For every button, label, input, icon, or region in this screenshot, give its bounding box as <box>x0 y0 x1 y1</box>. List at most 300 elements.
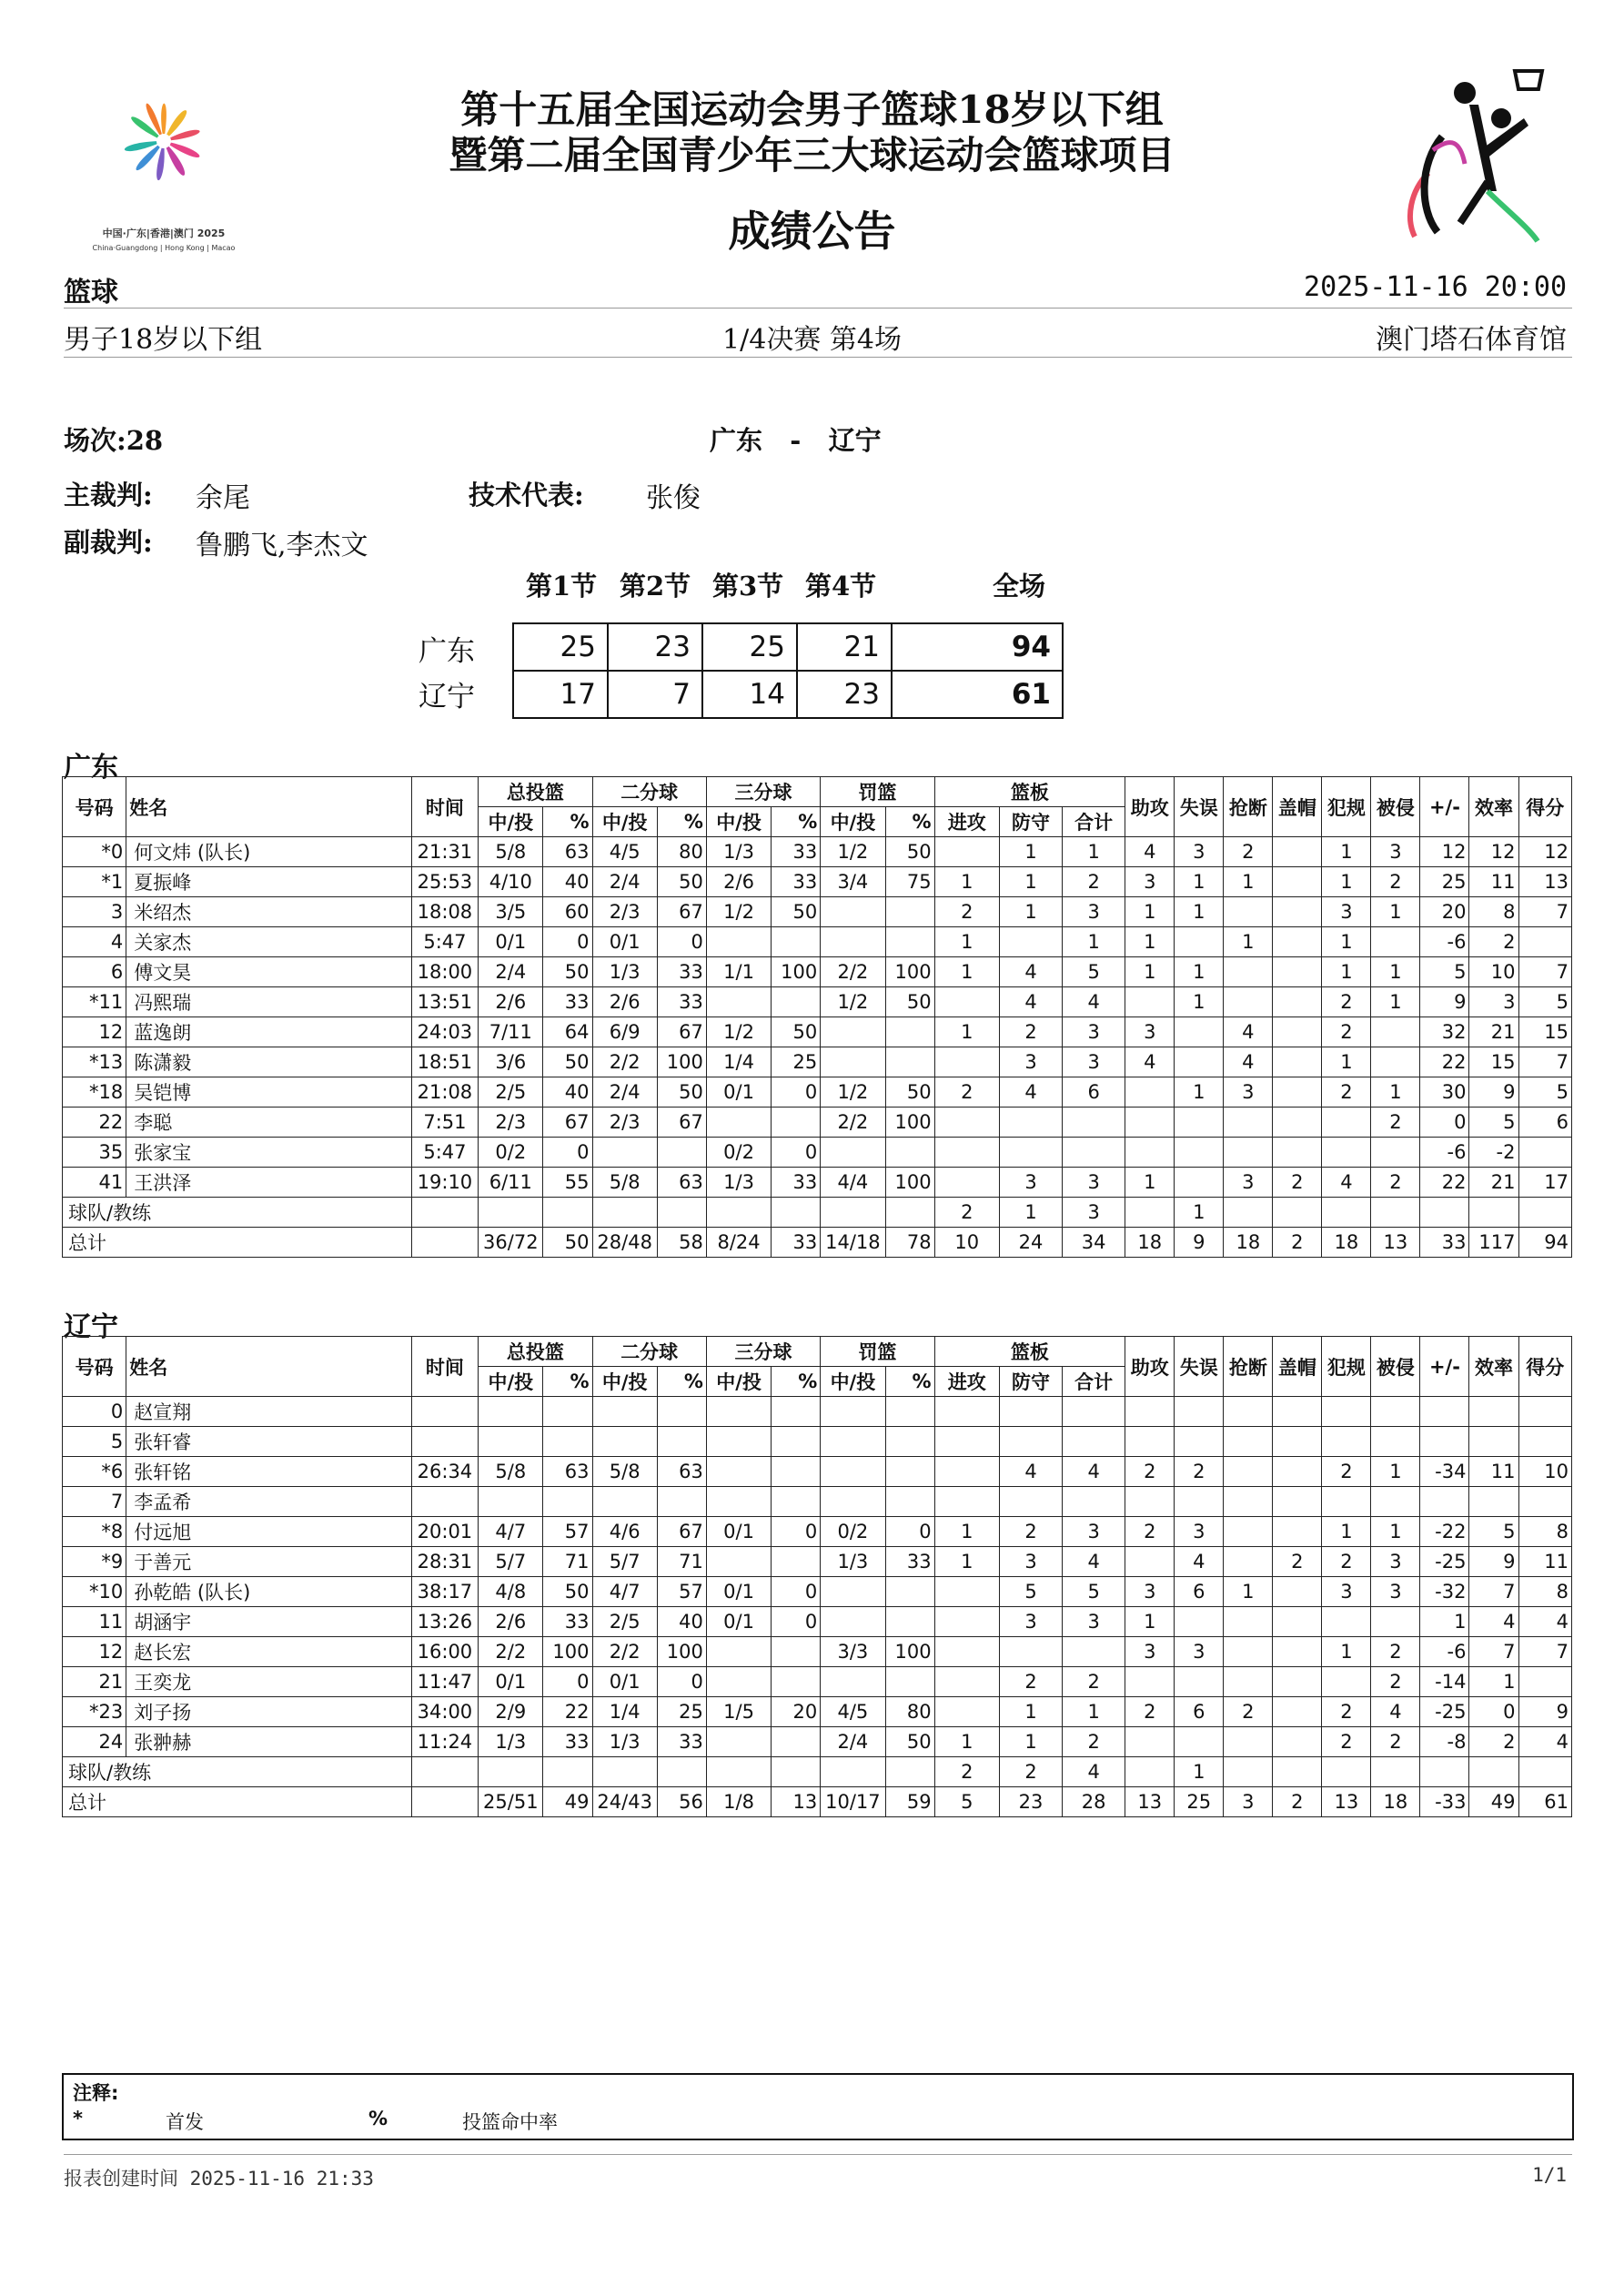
player-row <box>63 1017 1572 1047</box>
player-number: 24 <box>63 1727 126 1757</box>
col-header-off: 进攻 <box>934 1367 999 1397</box>
stat-cell: 28 <box>1063 1787 1125 1817</box>
player-row <box>63 1457 1572 1487</box>
stat-cell: 10/17 <box>821 1787 885 1817</box>
player-name: 米绍杰 <box>126 897 411 927</box>
col-header-made: 中/投 <box>821 1367 885 1397</box>
stat-cell <box>543 1397 592 1427</box>
stat-cell <box>934 837 999 867</box>
stat-cell: 2/6 <box>592 987 657 1017</box>
stat-cell: 5 <box>1518 987 1572 1017</box>
stat-cell: 1 <box>1125 1607 1175 1637</box>
stat-cell: 3/3 <box>821 1637 885 1667</box>
game-no <box>64 420 163 458</box>
player-row <box>63 1427 1572 1457</box>
stat-cell: 15 <box>1518 1017 1572 1047</box>
age-group: 男子18岁以下组 <box>64 324 263 356</box>
stat-cell: 2 <box>1175 1457 1224 1487</box>
stat-cell <box>934 1487 999 1517</box>
stat-cell: 1 <box>999 867 1062 897</box>
stat-cell: 2 <box>1371 1727 1420 1757</box>
player-minutes: 5:47 <box>411 927 478 957</box>
stat-cell <box>934 1577 999 1607</box>
totals-row <box>63 1787 1572 1817</box>
col-header-made: 中/投 <box>479 1367 543 1397</box>
stat-cell: 33 <box>543 1607 592 1637</box>
stat-cell <box>885 897 934 927</box>
stat-cell: 0/2 <box>479 1138 543 1168</box>
stat-cell: 6/9 <box>592 1017 657 1047</box>
stat-cell <box>1273 1757 1322 1787</box>
stat-cell <box>885 1047 934 1077</box>
player-name: 孙乾皓 (队长) <box>126 1577 411 1607</box>
stat-cell: 1 <box>1322 867 1371 897</box>
stat-cell <box>592 1427 657 1457</box>
stat-cell: 3 <box>1063 1168 1125 1198</box>
col-header-pf: 犯规 <box>1322 777 1371 837</box>
stat-cell: 1 <box>1371 1077 1420 1108</box>
player-name: 张翀赫 <box>126 1727 411 1757</box>
stat-cell: 5 <box>999 1577 1062 1607</box>
stat-cell: 1/2 <box>821 1077 885 1108</box>
score-team-name: 辽宁 <box>419 681 475 713</box>
stat-cell: 67 <box>543 1108 592 1138</box>
col-header-off: 进攻 <box>934 807 999 837</box>
stat-cell: 2 <box>934 1198 999 1228</box>
stat-cell: 4 <box>1125 1047 1175 1077</box>
stat-cell <box>934 1667 999 1697</box>
stat-cell: 100 <box>885 1637 934 1667</box>
stat-cell: 0/1 <box>706 1607 771 1637</box>
stat-cell: 67 <box>657 1017 706 1047</box>
stat-cell: 1/2 <box>706 897 771 927</box>
col-header-def: 防守 <box>999 807 1062 837</box>
stat-cell <box>1273 1198 1322 1228</box>
stat-cell: 32 <box>1420 1017 1469 1047</box>
stat-cell: 13 <box>772 1787 821 1817</box>
stat-cell: 3 <box>1125 1637 1175 1667</box>
stat-cell <box>411 1228 478 1258</box>
stat-cell: 50 <box>772 897 821 927</box>
stat-cell <box>934 1607 999 1637</box>
game-no-label: 场次: <box>64 425 126 456</box>
stat-cell: 4 <box>999 957 1062 987</box>
stat-cell: 4 <box>1518 1607 1572 1637</box>
stat-cell <box>885 1397 934 1427</box>
stat-cell <box>934 1047 999 1077</box>
team-stats-table <box>62 1336 1572 1817</box>
col-header-fg: 总投篮 <box>479 1337 592 1367</box>
stat-cell: 24 <box>999 1228 1062 1258</box>
stat-cell: 94 <box>1518 1228 1572 1258</box>
stat-cell: 7 <box>1469 1637 1518 1667</box>
stat-cell: 11 <box>1469 867 1518 897</box>
score-row <box>513 623 1063 671</box>
stat-cell: 78 <box>885 1228 934 1258</box>
stat-cell: 33 <box>772 867 821 897</box>
stat-cell <box>1063 1108 1125 1138</box>
stat-cell: 63 <box>657 1457 706 1487</box>
stat-cell <box>1273 1697 1322 1727</box>
stat-cell: 1 <box>1371 957 1420 987</box>
stat-cell <box>885 1577 934 1607</box>
player-row <box>63 987 1572 1017</box>
stat-cell: 67 <box>657 1108 706 1138</box>
stat-cell: 4/8 <box>479 1577 543 1607</box>
player-minutes <box>411 1397 478 1427</box>
stat-cell: 3 <box>1469 987 1518 1017</box>
stat-cell <box>1175 1487 1224 1517</box>
stat-cell: 11 <box>1518 1547 1572 1577</box>
stat-cell <box>706 1547 771 1577</box>
player-number: 7 <box>63 1487 126 1517</box>
stat-cell <box>1518 1487 1572 1517</box>
stat-cell: 4/7 <box>479 1517 543 1547</box>
col-header-made: 中/投 <box>479 807 543 837</box>
stat-cell <box>1469 1427 1518 1457</box>
score-cell: 21 <box>797 623 892 671</box>
stat-cell <box>772 1487 821 1517</box>
stat-cell: 8 <box>1469 897 1518 927</box>
stat-cell: 2 <box>1371 1637 1420 1667</box>
player-minutes: 21:31 <box>411 837 478 867</box>
stat-cell: 2 <box>1469 927 1518 957</box>
stat-cell: 4 <box>1063 1457 1125 1487</box>
player-name: 刘子扬 <box>126 1697 411 1727</box>
player-name: 张家宝 <box>126 1138 411 1168</box>
player-name: 张轩睿 <box>126 1427 411 1457</box>
stat-cell: 25/51 <box>479 1787 543 1817</box>
stat-cell: 1 <box>1322 1517 1371 1547</box>
stat-cell: 0 <box>543 1667 592 1697</box>
stat-cell: 50 <box>543 957 592 987</box>
stat-cell: 117 <box>1469 1228 1518 1258</box>
stat-cell <box>1125 1138 1175 1168</box>
stat-cell <box>1125 1427 1175 1457</box>
stat-cell: 1 <box>1322 957 1371 987</box>
stat-cell <box>479 1397 543 1427</box>
stat-cell: 5/7 <box>592 1547 657 1577</box>
stat-cell: 2 <box>1322 1077 1371 1108</box>
col-header-blk: 盖帽 <box>1273 1337 1322 1397</box>
stat-cell: 2 <box>1322 1017 1371 1047</box>
stat-cell: 22 <box>1420 1168 1469 1198</box>
stat-cell <box>1224 1607 1273 1637</box>
stat-cell: 0/1 <box>706 1517 771 1547</box>
stat-cell <box>1125 1397 1175 1427</box>
stat-cell <box>999 1637 1062 1667</box>
stat-cell: 10 <box>1469 957 1518 987</box>
stat-cell: 1/5 <box>706 1697 771 1727</box>
stat-cell <box>821 1397 885 1427</box>
col-header-no: 号码 <box>63 1337 126 1397</box>
stat-cell: 0 <box>772 1138 821 1168</box>
stat-cell: 1/3 <box>479 1727 543 1757</box>
stat-cell <box>1224 1517 1273 1547</box>
player-minutes: 26:34 <box>411 1457 478 1487</box>
title-line-2: 暨第二届全国青少年三大球运动会篮球项目 <box>449 133 1175 177</box>
stat-cell: 6/11 <box>479 1168 543 1198</box>
stat-cell: 3 <box>999 1547 1062 1577</box>
stat-cell: 13 <box>1371 1228 1420 1258</box>
stat-cell <box>592 1757 657 1787</box>
stat-cell: 5/8 <box>592 1168 657 1198</box>
stat-cell <box>706 1487 771 1517</box>
stat-cell: 4/5 <box>592 837 657 867</box>
stat-cell: 0/1 <box>479 1667 543 1697</box>
player-name: 陈潇毅 <box>126 1047 411 1077</box>
player-minutes: 7:51 <box>411 1108 478 1138</box>
stat-cell: 0 <box>543 1138 592 1168</box>
stat-cell <box>772 1547 821 1577</box>
stat-cell <box>706 987 771 1017</box>
stat-cell: 100 <box>657 1637 706 1667</box>
stat-cell: 56 <box>657 1787 706 1817</box>
stat-cell <box>1125 1547 1175 1577</box>
stat-cell: 67 <box>657 1517 706 1547</box>
stat-cell: 4 <box>1125 837 1175 867</box>
player-row <box>63 1077 1572 1108</box>
stat-cell: 2/5 <box>592 1607 657 1637</box>
stat-cell <box>885 1138 934 1168</box>
stat-cell: 7 <box>1518 897 1572 927</box>
player-number: *10 <box>63 1577 126 1607</box>
player-minutes: 19:10 <box>411 1168 478 1198</box>
stat-cell <box>1273 1427 1322 1457</box>
stat-cell: 4 <box>1371 1697 1420 1727</box>
stat-cell: 5/8 <box>479 1457 543 1487</box>
stat-cell <box>1125 1727 1175 1757</box>
stat-cell: 2/2 <box>592 1637 657 1667</box>
stat-cell: 3 <box>1125 1017 1175 1047</box>
stat-cell <box>1175 1727 1224 1757</box>
stat-cell: 50 <box>657 1077 706 1108</box>
player-number: *18 <box>63 1077 126 1108</box>
stat-cell: 55 <box>543 1168 592 1198</box>
stat-cell <box>1322 1607 1371 1637</box>
stat-cell <box>543 1198 592 1228</box>
stat-cell: 33 <box>885 1547 934 1577</box>
col-header-def: 防守 <box>999 1367 1062 1397</box>
stat-cell <box>543 1487 592 1517</box>
stat-cell <box>1125 1487 1175 1517</box>
stat-cell <box>1125 1667 1175 1697</box>
stat-cell: 1 <box>1175 1198 1224 1228</box>
col-header-p2: 二分球 <box>592 1337 706 1367</box>
stat-cell: 2 <box>1371 867 1420 897</box>
stat-cell <box>592 1487 657 1517</box>
svg-text:China·Guangdong | Hong Kong |: China·Guangdong | Hong Kong | Macao <box>92 244 236 252</box>
col-header-to: 失误 <box>1175 1337 1224 1397</box>
stat-cell <box>1322 1198 1371 1228</box>
stat-cell: 1 <box>1224 1577 1273 1607</box>
player-number: *9 <box>63 1547 126 1577</box>
score-row <box>513 671 1063 718</box>
stat-cell <box>1175 1427 1224 1457</box>
stat-cell: 100 <box>885 957 934 987</box>
svg-text:中国·广东|香港|澳门 2025: 中国·广东|香港|澳门 2025 <box>102 228 226 239</box>
score-cell: 14 <box>702 671 797 718</box>
stat-cell <box>657 1427 706 1457</box>
stat-cell: 4 <box>999 1457 1062 1487</box>
stat-cell: 75 <box>885 867 934 897</box>
header-row <box>63 1337 1572 1367</box>
stat-cell <box>1273 1138 1322 1168</box>
stat-cell: 6 <box>1063 1077 1125 1108</box>
stat-cell: 2/4 <box>592 867 657 897</box>
stat-cell: 1 <box>1371 1457 1420 1487</box>
stat-cell <box>706 1198 771 1228</box>
stat-cell: 4/4 <box>821 1168 885 1198</box>
stat-cell: 5 <box>1063 957 1125 987</box>
player-minutes <box>411 1427 478 1457</box>
stat-cell: 1 <box>934 1517 999 1547</box>
stat-cell <box>1224 897 1273 927</box>
stat-cell: 100 <box>885 1168 934 1198</box>
player-name: 王洪泽 <box>126 1168 411 1198</box>
stat-cell: 5 <box>1518 1077 1572 1108</box>
stat-cell: 2 <box>1322 1457 1371 1487</box>
stat-cell <box>1224 1757 1273 1787</box>
round-label: 1/4决赛 第4场 <box>722 324 902 356</box>
stat-cell <box>1371 1047 1420 1077</box>
player-name: 胡涵宇 <box>126 1607 411 1637</box>
stat-cell: 4 <box>1063 987 1125 1017</box>
stat-cell: 1 <box>1125 957 1175 987</box>
stat-cell: 4 <box>1175 1547 1224 1577</box>
team-title: 辽宁 <box>64 1311 118 1343</box>
player-minutes: 34:00 <box>411 1697 478 1727</box>
stat-cell: -14 <box>1420 1667 1469 1697</box>
player-row <box>63 1697 1572 1727</box>
player-row <box>63 1667 1572 1697</box>
stat-cell: 2/2 <box>592 1047 657 1077</box>
stat-cell: 3 <box>1175 1517 1224 1547</box>
game-datetime: 2025-11-16 20:00 <box>1304 271 1567 303</box>
stat-cell <box>1322 1487 1371 1517</box>
stat-cell: 1 <box>1175 897 1224 927</box>
stat-cell: 2/4 <box>479 957 543 987</box>
player-name: 赵宣翔 <box>126 1397 411 1427</box>
stat-cell <box>772 1667 821 1697</box>
stat-cell <box>479 1757 543 1787</box>
player-minutes: 38:17 <box>411 1577 478 1607</box>
player-name: 王奕龙 <box>126 1667 411 1697</box>
stat-cell <box>1273 1517 1322 1547</box>
asst-ref: 鲁鹏飞,李杰文 <box>196 530 368 561</box>
player-number: 0 <box>63 1397 126 1427</box>
stat-cell: 3 <box>999 1607 1062 1637</box>
report-created-time: 报表创建时间 2025-11-16 21:33 <box>64 2168 374 2190</box>
quarter-header: 第4节 <box>805 571 877 602</box>
stat-cell: 4 <box>1518 1727 1572 1757</box>
stat-cell <box>1224 1138 1273 1168</box>
col-header-pct: % <box>543 1367 592 1397</box>
stat-cell <box>543 1427 592 1457</box>
stat-cell: 8 <box>1518 1577 1572 1607</box>
score-cell: 17 <box>513 671 608 718</box>
stat-cell: 2/4 <box>592 1077 657 1108</box>
stat-cell <box>657 1757 706 1787</box>
col-header-p2: 二分球 <box>592 777 706 807</box>
player-number: 4 <box>63 927 126 957</box>
player-row <box>63 1138 1572 1168</box>
game-no-value: 28 <box>126 425 164 456</box>
stat-cell: 1 <box>1322 837 1371 867</box>
col-header-pct: % <box>772 807 821 837</box>
player-row <box>63 1108 1572 1138</box>
col-header-pct: % <box>657 807 706 837</box>
stat-cell: 1/4 <box>592 1697 657 1727</box>
stat-cell <box>1273 987 1322 1017</box>
header-row <box>63 777 1572 807</box>
totals-label: 总计 <box>63 1787 412 1817</box>
player-row <box>63 1487 1572 1517</box>
stat-cell: 1/3 <box>706 837 771 867</box>
stat-cell <box>411 1198 478 1228</box>
stat-cell <box>706 1457 771 1487</box>
stat-cell: 1 <box>1322 1637 1371 1667</box>
stat-cell: 7 <box>1518 1047 1572 1077</box>
stat-cell: 17 <box>1518 1168 1572 1198</box>
player-name: 张轩铭 <box>126 1457 411 1487</box>
stat-cell: 0/1 <box>706 1577 771 1607</box>
stat-cell: 0/2 <box>706 1138 771 1168</box>
team-stats-table <box>62 776 1572 1258</box>
team-title: 广东 <box>64 752 118 784</box>
team-coach-row <box>63 1198 1572 1228</box>
stat-cell: -6 <box>1420 1637 1469 1667</box>
stat-cell: 2 <box>1063 1727 1125 1757</box>
stat-cell: 49 <box>1469 1787 1518 1817</box>
player-number: 3 <box>63 897 126 927</box>
stat-cell <box>1371 1198 1420 1228</box>
stat-cell <box>934 1168 999 1198</box>
stat-cell <box>592 1138 657 1168</box>
stat-cell: 0 <box>657 1667 706 1697</box>
stat-cell <box>1175 1108 1224 1138</box>
stat-cell: 34 <box>1063 1228 1125 1258</box>
stat-cell: 2 <box>1322 1547 1371 1577</box>
stat-cell <box>885 1757 934 1787</box>
stat-cell <box>479 1198 543 1228</box>
stat-cell <box>772 1457 821 1487</box>
stat-cell <box>772 1427 821 1457</box>
stat-cell: 1 <box>934 1547 999 1577</box>
stat-cell <box>934 987 999 1017</box>
stat-cell: 4 <box>1469 1607 1518 1637</box>
asst-ref-label: 副裁判: <box>64 527 153 558</box>
stat-cell <box>657 1198 706 1228</box>
col-header-name: 姓名 <box>126 1337 411 1397</box>
stat-cell <box>1175 1607 1224 1637</box>
col-header-tot: 合计 <box>1063 807 1125 837</box>
quarter-header: 第3节 <box>712 571 784 602</box>
stat-cell <box>772 927 821 957</box>
stat-cell: 25 <box>772 1047 821 1077</box>
stat-cell: 1 <box>1224 927 1273 957</box>
stat-cell: 2 <box>1224 1697 1273 1727</box>
stat-cell <box>934 1427 999 1457</box>
col-header-pct: % <box>772 1367 821 1397</box>
stat-cell <box>1469 1397 1518 1427</box>
stat-cell: 9 <box>1518 1697 1572 1727</box>
stat-cell: 0 <box>657 927 706 957</box>
stat-cell: 2 <box>1273 1547 1322 1577</box>
stat-cell: 1 <box>1175 867 1224 897</box>
stat-cell: 2 <box>1322 1727 1371 1757</box>
stat-cell <box>1273 1487 1322 1517</box>
